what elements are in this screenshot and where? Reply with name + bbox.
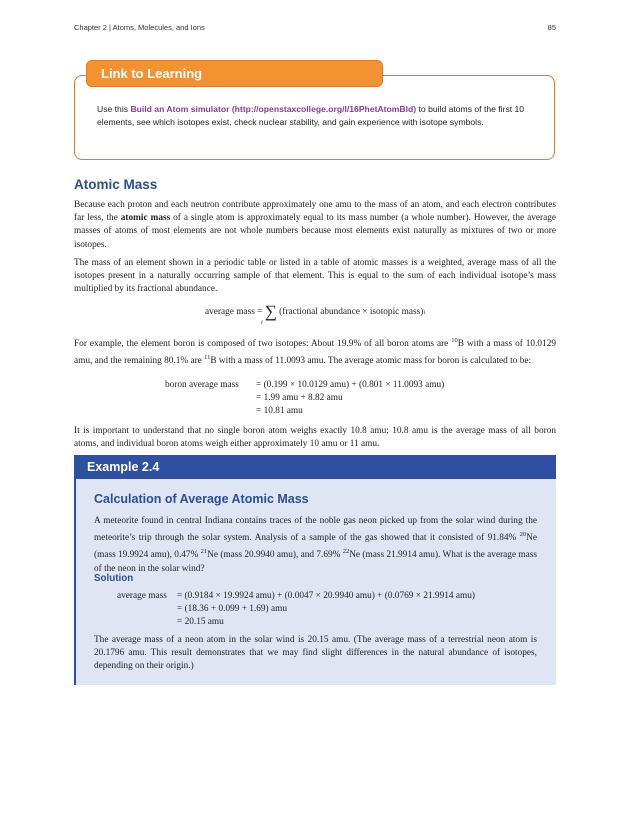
boron-average-equation (165, 379, 525, 419)
isotope-superscript: 10 (451, 337, 458, 344)
sigma-index: i (261, 320, 263, 326)
build-atom-simulator-link[interactable]: Build an Atom simulator (http://openstaxcollege.org/l/16PhetAtomBld) (130, 104, 417, 114)
example-title: Calculation of Average Atomic Mass (94, 492, 309, 506)
eq-lhs: average mass = (205, 307, 265, 317)
isotope-superscript: 21 (200, 548, 208, 556)
paragraph-weighted-average: The mass of an element shown in a periodic table or listed in a table of atomic masses is a weighted, average mass of all the isotopes present in a naturally occurring sample of that element. This is equal to the sum of each individual isotope’s mass multiplied by its fractional abundance. (74, 258, 556, 295)
link-to-learning-text (97, 103, 537, 129)
eq-rhs: (fractional abundance × isotopic mass) (276, 307, 424, 317)
paragraph-boron-example (74, 334, 556, 368)
running-header (74, 23, 556, 32)
p3-text-c: B with a mass of 11.0093 amu. The average atomic mass for boron is calculated to be: (210, 356, 532, 367)
example-conclusion-text: The average mass of a neon atom in the solar wind is 20.15 amu. (The average mass of a terrestrial neon atom is 20.1796 amu. This result demonstrates that we may find slight differences in the natural abundance of isotopes, depending on their origin.) (94, 635, 537, 672)
link-to-learning-title: Link to Learning (86, 60, 383, 87)
neon-eq-line: = (0.9184 × 19.9924 amu) + (0.0047 × 20.9940 amu) + (0.0769 × 21.9914 amu) (177, 591, 475, 601)
sigma-symbol: ∑ (264, 302, 277, 321)
ltl-post-text: to build atoms of the first 10 elements, see which isotopes exist, check nuclear stability, and gain experience with isotope symbols. (97, 104, 525, 127)
p1-text-b: of a single atom is approximately equal to its mass number (a whole number). However, the average masses of atoms of most elements are not whole numbers because most elements exist naturally as mixtures of two or more isotopes. (74, 213, 556, 250)
paragraph-boron-note: It is important to understand that no single boron atom weighs exactly 10.8 amu; 10.8 amu is the average mass of all boron atoms, and individual boron atoms weigh either approximately 10 amu or 11 amu. (74, 426, 556, 450)
page-number: 85 (547, 23, 556, 32)
example-problem-text (94, 515, 537, 576)
key-term-atomic-mass: atomic mass (120, 213, 171, 224)
p3-text-b: B with a mass of 10.0129 amu, and the remaining 80.1% are (74, 339, 556, 367)
neon-eq-line: = 20.15 amu (177, 617, 224, 628)
boron-eq-line: = 1.99 amu + 8.82 amu (256, 393, 343, 404)
p1-text-a: Because each proton and each neutron contribute approximately one amu to the mass of an atom, and each electron contributes far less, the (74, 200, 556, 224)
ex-text-c: Ne (mass 20.9940 amu), and 7.69% (207, 550, 343, 561)
isotope-superscript: 11 (204, 354, 211, 362)
ex-text-d: Ne (mass 21.9914 amu). What is the average mass of the neon in the solar wind? (94, 550, 537, 574)
neon-eq-lhs: average mass (117, 591, 167, 601)
neon-eq-line: = (18.36 + 0.099 + 1.69) amu (177, 604, 287, 615)
neon-average-equation (117, 590, 537, 630)
ex-text-b: Ne (mass 19.9924 amu), 0.47% (94, 533, 537, 561)
boron-eq-lhs: boron average mass (165, 380, 239, 390)
paragraph-atomic-mass-intro (74, 199, 556, 252)
section-title: Atomic Mass (74, 177, 158, 192)
solution-label: Solution (94, 573, 134, 584)
ex-text-a: A meteorite found in central Indiana contains traces of the noble gas neon picked up from the solar wind during the meteorite’s trip through the solar system. Analysis of a sample of the gas showed that it consisted of 91.84% (94, 516, 537, 544)
isotope-superscript: 20 (519, 531, 527, 539)
eq-subscript: i (423, 310, 425, 316)
isotope-superscript: 22 (342, 548, 350, 556)
average-mass-equation (205, 302, 425, 326)
ltl-pre-text: Use this (97, 104, 131, 114)
chapter-title: Chapter 2 | Atoms, Molecules, and Ions (74, 23, 205, 32)
boron-eq-line: = (0.199 × 10.0129 amu) + (0.801 × 11.0093 amu) (256, 380, 445, 390)
p3-text-a: For example, the element boron is composed of two isotopes: About 19.9% of all boron atoms are (74, 339, 452, 349)
boron-eq-line: = 10.81 amu (256, 406, 303, 417)
example-label: Example 2.4 (74, 455, 556, 479)
